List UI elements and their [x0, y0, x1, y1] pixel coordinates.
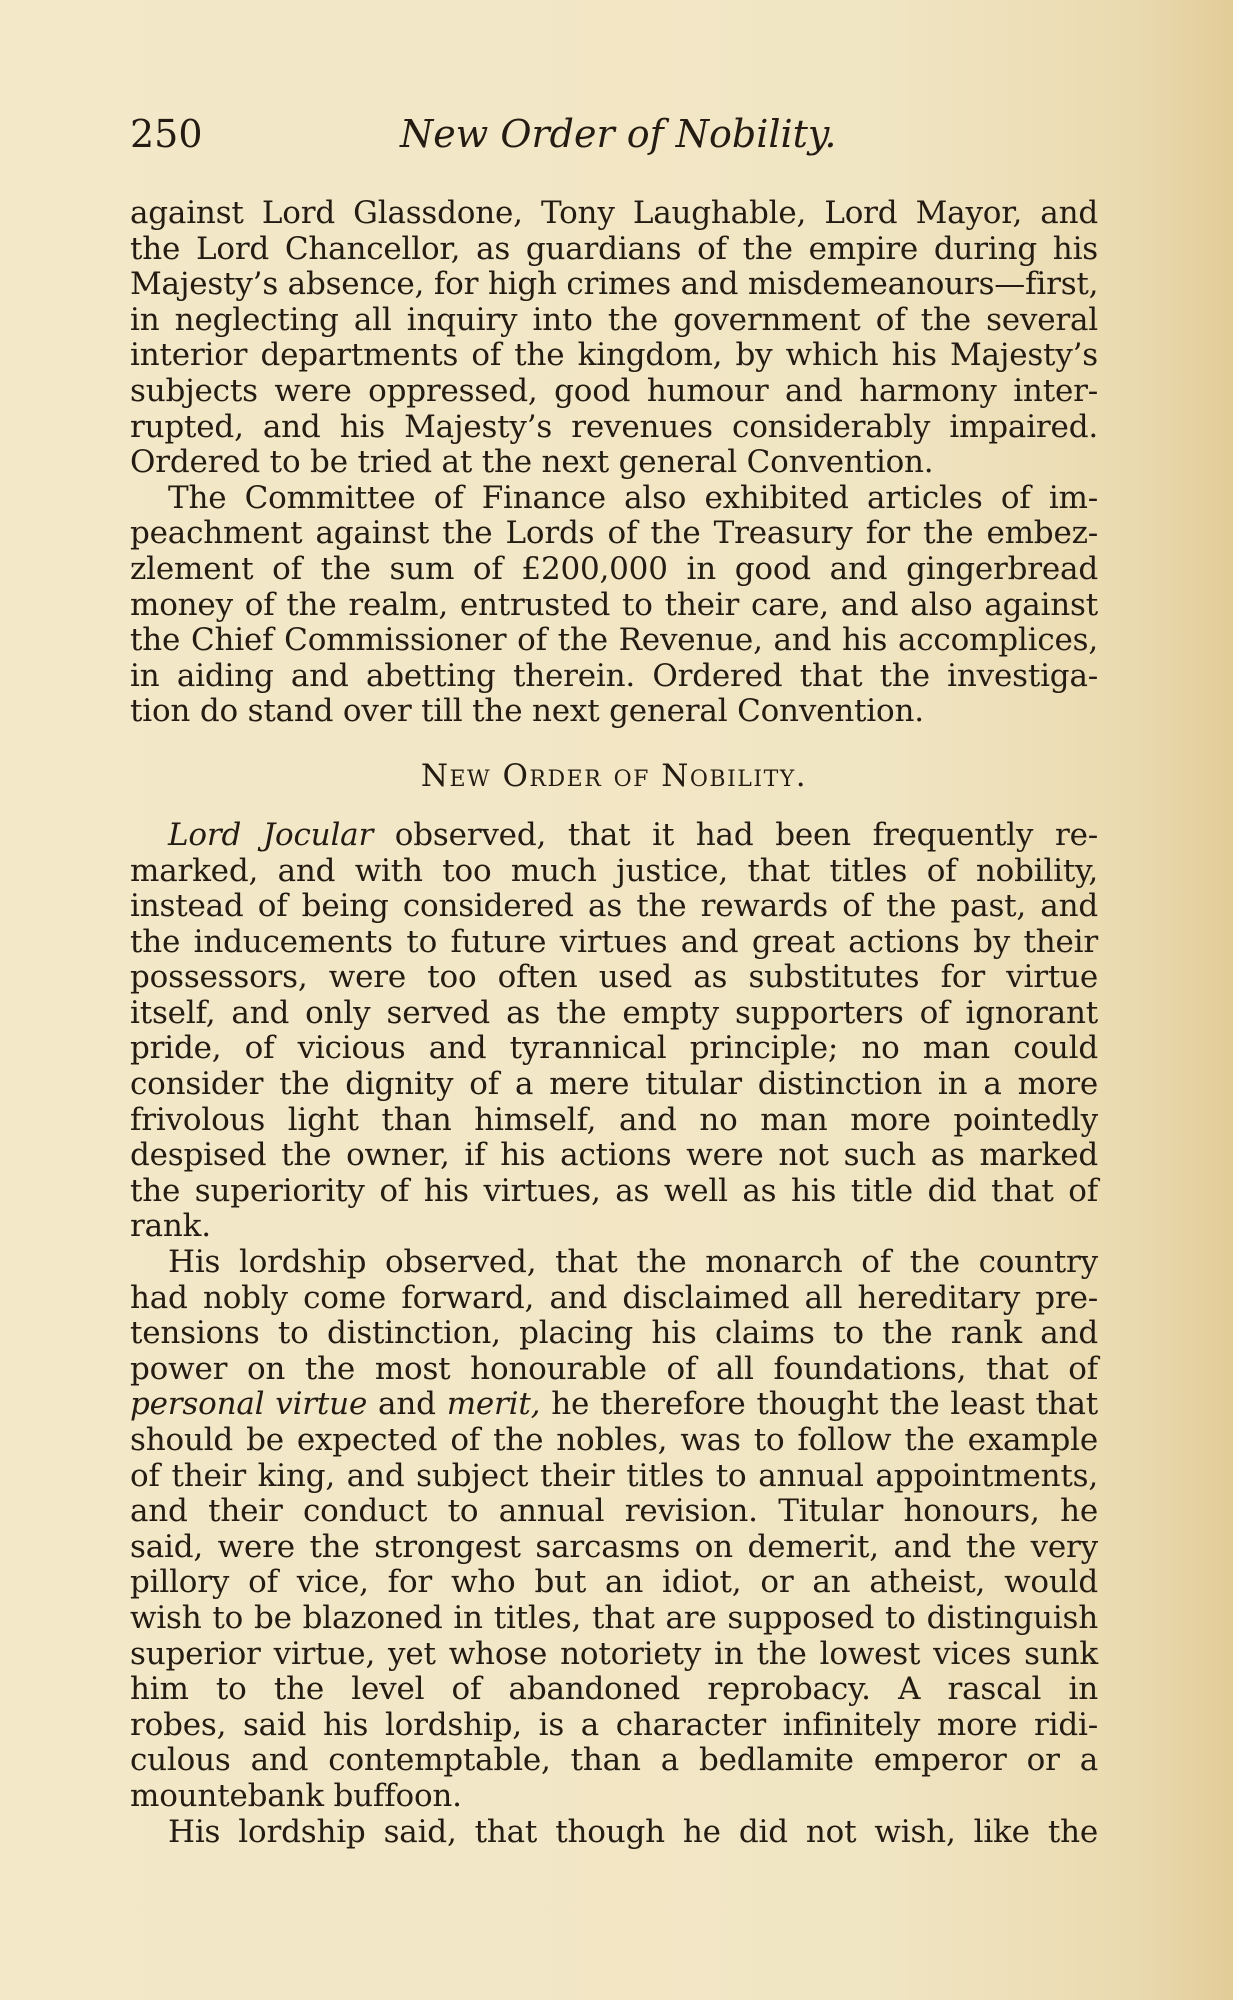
- text-line: pillory of vice, for who but an idiot, or an atheist, would: [130, 1564, 1098, 1601]
- text-line: should be expected of the nobles, was to follow the example: [130, 1422, 1098, 1458]
- text-line: Ordered to be tried at the next general Convention.: [130, 444, 934, 481]
- text-line: instead of being considered as the rewards of the past, and: [130, 888, 1098, 925]
- text-line: itself, and only served as the empty supporters of ignorant: [130, 994, 1098, 1031]
- text-run: and: [367, 1386, 447, 1423]
- text-line: marked, and with too much justice, that titles of nobility,: [130, 852, 1098, 889]
- text-line: The Committee of Finance also exhibited articles of im-: [168, 479, 1098, 516]
- text-run: he therefore thought the least that: [540, 1386, 1099, 1423]
- text-line: despised the owner, if his actions were not such as marked: [130, 1137, 1098, 1174]
- text-line: in aiding and abetting therein. Ordered that the investiga-: [130, 657, 1098, 694]
- text-line: power on the most honourable of all foundations, that of: [130, 1350, 1098, 1387]
- text-line: the Chief Commissioner of the Revenue, and his accomplices,: [130, 622, 1098, 659]
- text-line: wish to be blazoned in titles, that are supposed to distinguish: [130, 1599, 1098, 1636]
- text-line: the superiority of his virtues, as well as his title did that of: [130, 1172, 1098, 1209]
- italic-phrase: merit,: [446, 1386, 541, 1423]
- text-line: pride, of vicious and tyrannical principle; no man could: [130, 1030, 1098, 1067]
- text-line: said, were the strongest sarcasms on demerit, and the very: [130, 1528, 1098, 1565]
- text-line: Majesty’s absence, for high crimes and misdemeanours—first,: [130, 266, 1099, 303]
- text-line: money of the realm, entrusted to their care, and also against: [130, 586, 1098, 623]
- text-line: zlement of the sum of £200,000 in good and gingerbread: [130, 550, 1098, 587]
- text-line: in neglecting all inquiry into the government of the several: [130, 301, 1098, 338]
- text-line: His lordship observed, that the monarch of the country: [168, 1244, 1098, 1281]
- text-line: and their conduct to annual revision. Titular honours, he: [130, 1493, 1098, 1530]
- speaker-name: Lord Jocular: [168, 816, 374, 853]
- running-head: [130, 112, 1090, 162]
- text-line: the inducements to future virtues and great actions by their: [130, 923, 1098, 960]
- text-line: him to the level of abandoned reprobacy. A rascal in: [130, 1671, 1098, 1708]
- text-line: possessors, were too often used as substitutes for virtue: [130, 959, 1098, 996]
- text-line: robes, said his lordship, is a character infinitely more ridi-: [130, 1706, 1098, 1743]
- section-heading: New Order of Nobility.: [420, 757, 808, 794]
- text-line: mountebank buffoon.: [130, 1777, 462, 1814]
- spacer: [130, 794, 1098, 818]
- text-line: culous and contemptable, than a bedlamite emperor or a: [130, 1742, 1098, 1779]
- text-line: tensions to distinction, placing his claims to the rank and: [130, 1315, 1098, 1352]
- text-line: tion do stand over till the next general Convention.: [130, 693, 924, 730]
- paragraph: [130, 481, 1098, 730]
- text-line: the Lord Chancellor, as guardians of the empire during his: [130, 230, 1098, 267]
- text-line: peachment against the Lords of the Treasury for the embez-: [130, 515, 1098, 552]
- paragraph: [130, 1815, 1098, 1851]
- spacer: [130, 730, 1098, 758]
- text-line: [130, 1387, 1098, 1423]
- text-line: superior virtue, yet whose notoriety in the lowest vices sunk: [130, 1635, 1098, 1672]
- text-run: observed, that it had been frequently re-: [373, 816, 1098, 853]
- paragraph: [130, 818, 1098, 1245]
- text-line: of their king, and subject their titles to annual appointments,: [130, 1457, 1098, 1494]
- text-line: had nobly come forward, and disclaimed all hereditary pre-: [130, 1279, 1098, 1316]
- text-line: subjects were oppressed, good humour and harmony inter-: [130, 372, 1098, 409]
- body-text: [130, 196, 1098, 1850]
- text-line: rank.: [130, 1208, 211, 1245]
- running-title: New Order of Nobility.: [400, 112, 837, 156]
- text-line: rupted, and his Majesty’s revenues considerably impaired.: [130, 408, 1098, 445]
- text-line: consider the dignity of a mere titular distinction in a more: [130, 1066, 1098, 1103]
- text-line: interior departments of the kingdom, by which his Majesty’s: [130, 337, 1098, 374]
- text-line: His lordship said, that though he did not wish, like the: [168, 1813, 1098, 1850]
- page-number: 250: [130, 112, 203, 156]
- text-line: against Lord Glassdone, Tony Laughable, Lord Mayor, and: [130, 195, 1098, 231]
- text-line: frivolous light than himself, and no man more pointedly: [130, 1101, 1098, 1138]
- paragraph: [130, 196, 1098, 481]
- italic-phrase: personal virtue: [130, 1386, 368, 1423]
- paragraph: [130, 1245, 1098, 1815]
- text-line: [130, 818, 1098, 854]
